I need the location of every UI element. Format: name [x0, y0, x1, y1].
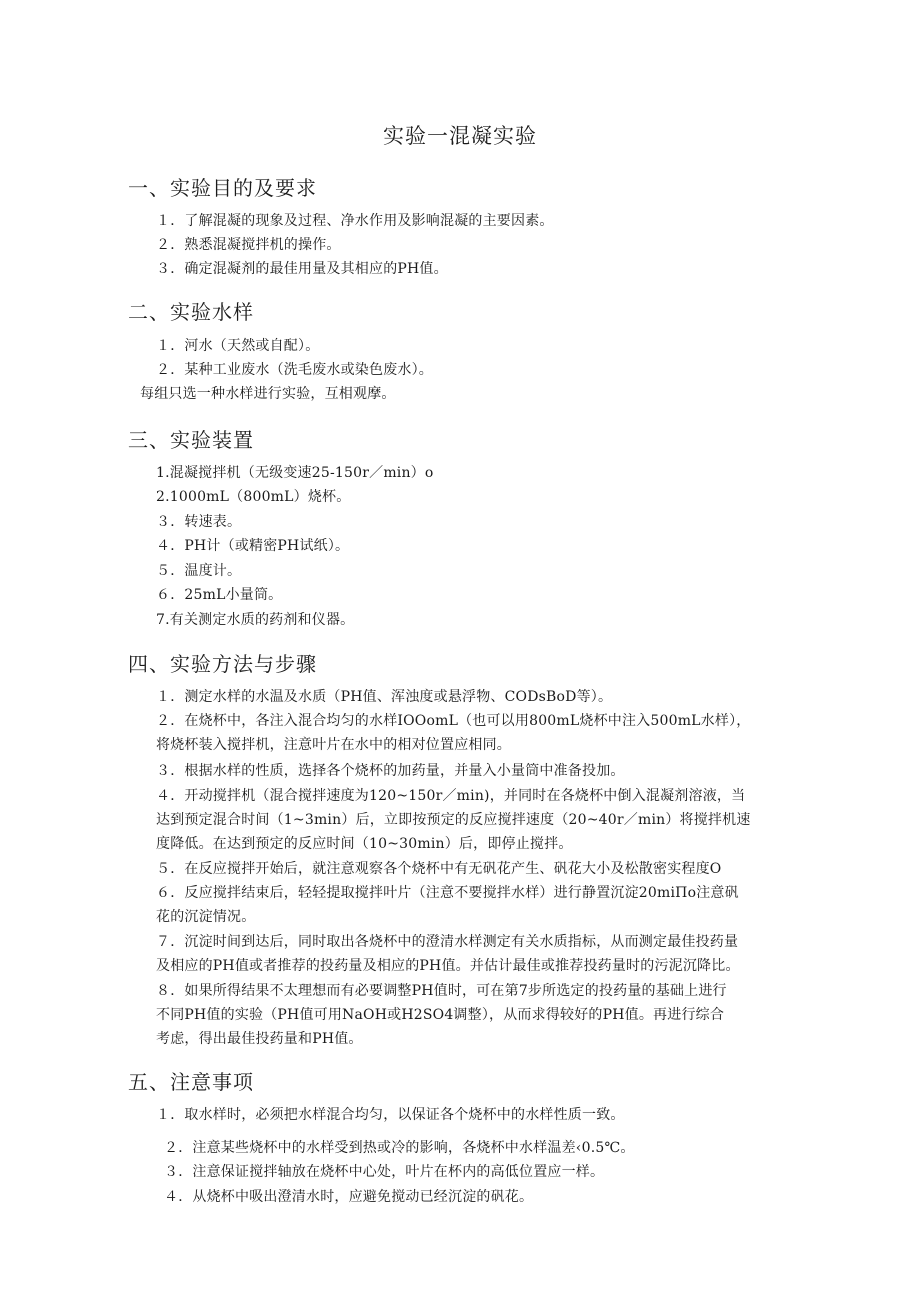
section-heading-objectives: 一、实验目的及要求: [128, 176, 317, 200]
paragraph: １．测定水样的水温及水质（PH值、浑浊度或悬浮物、CODsBoD等）。: [156, 689, 613, 705]
paragraph: 度降低。在达到预定的反应时间（10~30min）后，即停止搅拌。: [156, 836, 573, 852]
paragraph: ４．从烧杯中吸出澄清水时，应避免搅动已经沉淀的矾花。: [164, 1189, 534, 1205]
paragraph: 达到预定混合时间（1~3min）后，立即按预定的反应搅拌速度（20~40r／min）将搅拌机速: [156, 812, 751, 828]
paragraph: ３．注意保证搅拌轴放在烧杯中心处，叶片在杯内的高低位置应一样。: [164, 1164, 605, 1180]
paragraph: ３．根据水样的性质，选择各个烧杯的加药量，并量入小量筒中准备投加。: [156, 763, 625, 779]
section-heading-precautions: 五、注意事项: [128, 1070, 254, 1094]
paragraph: 将烧杯装入搅拌机，注意叶片在水中的相对位置应相同。: [156, 737, 511, 753]
paragraph: ３．确定混凝剂的最佳用量及其相应的PH值。: [156, 261, 448, 277]
document-title: 实验一混凝实验: [383, 124, 537, 148]
paragraph: １．了解混凝的现象及过程、净水作用及影响混凝的主要因素。: [156, 213, 554, 229]
paragraph: 考虑，得出最佳投药量和PH值。: [156, 1031, 363, 1047]
paragraph: ４．开动搅拌机（混合搅拌速度为120~150r／min)，并同时在各烧杯中倒入混凝剂溶液，当: [156, 788, 746, 804]
paragraph: ２．熟悉混凝搅拌机的操作。: [156, 237, 341, 253]
paragraph: 不同PH值的实验（PH值可用NaOH或H2SO4调整），从而求得较好的PH值。再进行综合: [156, 1007, 725, 1023]
paragraph: 及相应的PH值或者推荐的投药量及相应的PH值。并估计最佳或推荐投药量时的污泥沉降比。: [156, 958, 740, 974]
paragraph: ２．某种工业废水（洗毛废水或染色废水）。: [156, 362, 433, 378]
paragraph: ３．转速表。: [156, 514, 242, 530]
paragraph: 1.混凝搅拌机（无级变速25-150r／min）o: [156, 465, 434, 481]
paragraph: ２．注意某些烧杯中的水样受到热或冷的影响，各烧杯中水样温差‹0.5℃。: [164, 1140, 635, 1156]
paragraph: ２．在烧杯中，各注入混合均匀的水样IOOomL（也可以用800mL烧杯中注入500mL水样），: [156, 713, 751, 729]
paragraph: 每组只选一种水样进行实验，互相观摩。: [140, 386, 396, 402]
paragraph: ６．反应搅拌结束后，轻轻提取搅拌叶片（注意不要搅拌水样）进行静置沉淀20miΠo注意矾: [156, 885, 739, 901]
paragraph: ８．如果所得结果不太理想而有必要调整PH值时，可在第7步所选定的投药量的基础上进行: [156, 983, 727, 999]
section-heading-procedure: 四、实验方法与步骤: [128, 652, 317, 676]
paragraph: ５．在反应搅拌开始后，就注意观察各个烧杯中有无矾花产生、矾花大小及松散密实程度O: [156, 861, 722, 877]
paragraph: 7.有关测定水质的药剂和仪器。: [156, 612, 355, 628]
paragraph: 2.1000mL（800mL）烧杯。: [156, 489, 351, 505]
paragraph: ６．25mL小量筒。: [156, 587, 283, 603]
paragraph: ４．PH计（或精密PH试纸）。: [156, 538, 350, 554]
section-heading-apparatus: 三、实验装置: [128, 428, 254, 452]
section-heading-water-samples: 二、实验水样: [128, 300, 254, 324]
paragraph: １．河水（天然或自配）。: [156, 338, 320, 354]
paragraph: ５．温度计。: [156, 563, 242, 579]
paragraph: 花的沉淀情况。: [156, 909, 256, 925]
paragraph: １．取水样时，必须把水样混合均匀，以保证各个烧杯中的水样性质一致。: [156, 1107, 625, 1123]
paragraph: ７．沉淀时间到达后，同时取出各烧杯中的澄清水样测定有关水质指标，从而测定最佳投药量: [156, 934, 739, 950]
